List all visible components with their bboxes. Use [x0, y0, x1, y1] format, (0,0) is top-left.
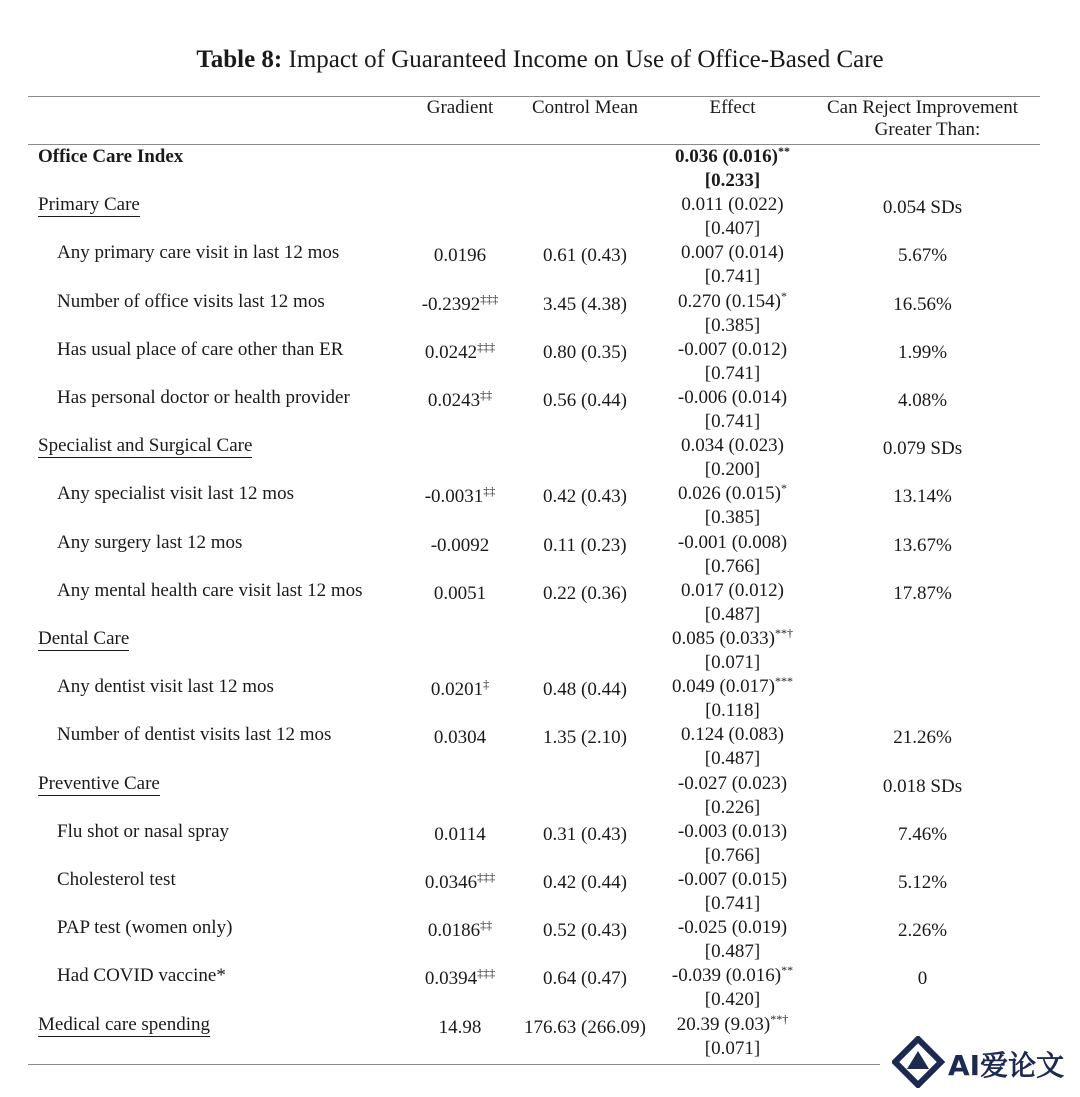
row-gradient [400, 824, 520, 846]
row-label-text: Primary Care [38, 194, 140, 215]
row-adjusted-pvalue: [0.766] [704, 845, 761, 866]
row-label-text: Any specialist visit last 12 mos [57, 483, 294, 504]
effect-value: -0.039 (0.016) [671, 965, 782, 986]
row-effect [650, 773, 815, 795]
row-label-text: Had COVID vaccine* [57, 965, 226, 986]
effect-significance-marker: *** [774, 674, 793, 688]
header-reject [815, 97, 1030, 141]
row-effect [650, 580, 815, 602]
row-effect [650, 339, 815, 361]
row-effect [650, 242, 815, 264]
row-label [57, 676, 274, 698]
row-reject-threshold: 17.87% [893, 583, 952, 604]
row-label-text: Specialist and Surgical Care [38, 435, 253, 456]
row-label-text: Preventive Care [38, 773, 160, 794]
row-adjusted-pvalue: [0.487] [704, 941, 761, 962]
row-adjusted-pvalue: [0.385] [704, 315, 761, 336]
header-reject-line1: Can Reject Improvement [827, 97, 1018, 118]
row-gradient [400, 583, 520, 605]
row-control-mean: 1.35 (2.10) [543, 727, 627, 748]
effect-value: -0.007 (0.012) [677, 339, 788, 360]
gradient-value: 0.0186 [427, 920, 481, 941]
row-gradient [400, 390, 520, 412]
row-label-text: Office Care Index [38, 146, 184, 167]
row-effect [650, 917, 815, 939]
row-reject-threshold: 0.054 SDs [882, 197, 963, 218]
row-effect [650, 435, 815, 457]
row-label-text: Has usual place of care other than ER [57, 339, 344, 360]
row-gradient [400, 1017, 520, 1039]
row-label [38, 194, 140, 216]
effect-value: 0.026 (0.015) [678, 483, 781, 504]
row-adjusted-pvalue: [0.487] [704, 748, 761, 769]
table-number: Table 8: [196, 46, 283, 73]
row-label [38, 773, 160, 795]
row-label [57, 242, 339, 264]
row-label-text: Any surgery last 12 mos [57, 532, 243, 553]
gradient-significance-marker: ‡‡‡ [477, 966, 496, 980]
gradient-significance-marker: ‡‡‡ [477, 340, 496, 354]
effect-value: 0.011 (0.022) [681, 194, 784, 215]
gradient-value: 0.0196 [433, 245, 487, 266]
row-reject-threshold: 1.99% [897, 342, 948, 363]
row-effect [650, 1014, 815, 1036]
row-effect [650, 724, 815, 746]
row-adjusted-pvalue: [0.233] [704, 170, 761, 191]
table-title-text: Impact of Guaranteed Income on Use of Office-Based Care [288, 46, 884, 73]
row-adjusted-pvalue: [0.071] [704, 652, 761, 673]
gradient-value: 0.0243 [427, 390, 481, 411]
row-reject-threshold: 13.67% [893, 535, 952, 556]
row-adjusted-pvalue: [0.487] [704, 604, 761, 625]
row-reject-threshold: 13.14% [893, 486, 952, 507]
row-adjusted-pvalue: [0.226] [704, 797, 761, 818]
row-gradient [400, 679, 520, 701]
row-label [57, 387, 350, 409]
row-label [57, 724, 331, 746]
gradient-significance-marker: ‡ [483, 677, 490, 691]
row-reject-threshold: 7.46% [897, 824, 948, 845]
row-gradient [400, 294, 520, 316]
row-label-text: Medical care spending [38, 1014, 210, 1035]
row-label [57, 821, 229, 843]
row-reject-threshold: 16.56% [893, 294, 952, 315]
row-label [57, 291, 325, 313]
row-control-mean: 0.64 (0.47) [543, 968, 627, 989]
gradient-value: 14.98 [438, 1017, 482, 1038]
gradient-significance-marker: ‡‡ [480, 918, 493, 932]
header-control-mean: Control Mean [531, 97, 639, 118]
effect-value: 0.124 (0.083) [681, 724, 784, 745]
row-label-text: Number of office visits last 12 mos [57, 291, 325, 312]
gradient-significance-marker: ‡‡ [480, 388, 493, 402]
gradient-significance-marker: ‡‡ [483, 484, 496, 498]
row-control-mean: 0.11 (0.23) [543, 535, 627, 556]
row-reject-threshold: 0.018 SDs [882, 776, 963, 797]
row-gradient [400, 727, 520, 749]
gradient-significance-marker: ‡‡‡ [480, 292, 499, 306]
gradient-value: 0.0201 [430, 679, 484, 700]
row-gradient [400, 245, 520, 267]
watermark-text: AI爱论文 [948, 1049, 1065, 1082]
gradient-significance-marker: ‡‡‡ [477, 870, 496, 884]
row-label-text: PAP test (women only) [57, 917, 233, 938]
row-label-text: Flu shot or nasal spray [57, 821, 230, 842]
row-adjusted-pvalue: [0.407] [704, 218, 761, 239]
row-label-text: Dental Care [38, 628, 130, 649]
gradient-value: -0.2392 [421, 294, 481, 315]
row-effect [650, 146, 815, 168]
effect-value: -0.006 (0.014) [677, 387, 788, 408]
effect-significance-marker: ** [777, 144, 790, 158]
row-effect [650, 821, 815, 843]
row-reject-threshold: 5.12% [897, 872, 948, 893]
effect-value: 0.007 (0.014) [681, 242, 784, 263]
row-adjusted-pvalue: [0.766] [704, 556, 761, 577]
effect-value: 20.39 (9.03) [676, 1014, 771, 1035]
gradient-value: 0.0304 [433, 727, 487, 748]
row-label [57, 869, 176, 891]
row-label-text: Has personal doctor or health provider [57, 387, 350, 408]
row-gradient [400, 535, 520, 557]
table-title [0, 46, 1080, 74]
row-adjusted-pvalue: [0.741] [704, 266, 761, 287]
effect-significance-marker: * [780, 481, 787, 495]
gradient-value: 0.0394 [424, 968, 478, 989]
row-control-mean: 0.48 (0.44) [543, 679, 627, 700]
row-label [38, 628, 129, 650]
header-reject-line2: Greater Than: [874, 119, 981, 140]
row-control-mean: 0.61 (0.43) [543, 245, 627, 266]
row-effect [650, 676, 815, 698]
row-control-mean: 0.42 (0.43) [543, 486, 627, 507]
row-gradient [400, 342, 520, 364]
row-control-mean: 0.52 (0.43) [543, 920, 627, 941]
gradient-value: -0.0031 [424, 486, 484, 507]
row-adjusted-pvalue: [0.741] [704, 411, 761, 432]
effect-value: -0.027 (0.023) [677, 773, 788, 794]
row-adjusted-pvalue: [0.071] [704, 1038, 761, 1059]
row-label-text: Number of dentist visits last 12 mos [57, 724, 332, 745]
effect-value: -0.025 (0.019) [677, 917, 788, 938]
row-adjusted-pvalue: [0.741] [704, 363, 761, 384]
row-reject-threshold: 2.26% [897, 920, 948, 941]
row-label [38, 146, 183, 168]
row-effect [650, 628, 815, 650]
row-reject-threshold: 0 [917, 968, 928, 989]
effect-value: 0.049 (0.017) [672, 676, 775, 697]
row-gradient [400, 920, 520, 942]
row-adjusted-pvalue: [0.200] [704, 459, 761, 480]
row-control-mean: 3.45 (4.38) [543, 294, 627, 315]
row-reject-threshold: 0.079 SDs [882, 438, 963, 459]
effect-significance-marker: **† [774, 626, 793, 640]
effect-value: -0.003 (0.013) [677, 821, 788, 842]
row-effect [650, 194, 815, 216]
header-gradient: Gradient [426, 97, 494, 118]
row-label [38, 435, 252, 457]
effect-value: 0.017 (0.012) [681, 580, 784, 601]
gradient-value: -0.0092 [430, 535, 490, 556]
row-gradient [400, 486, 520, 508]
effect-significance-marker: ** [781, 963, 794, 977]
row-effect [650, 483, 815, 505]
row-reject-threshold: 4.08% [897, 390, 948, 411]
row-control-mean: 0.80 (0.35) [543, 342, 627, 363]
row-control-mean: 0.31 (0.43) [543, 824, 627, 845]
effect-significance-marker: **† [770, 1012, 789, 1026]
row-effect [650, 291, 815, 313]
row-effect [650, 532, 815, 554]
gradient-value: 0.0346 [424, 872, 478, 893]
row-label [57, 580, 363, 602]
row-label [38, 1014, 210, 1036]
effect-value: 0.085 (0.033) [672, 628, 775, 649]
effect-significance-marker: * [780, 289, 787, 303]
row-reject-threshold: 5.67% [897, 245, 948, 266]
gradient-value: 0.0114 [434, 824, 486, 845]
row-label-text: Any mental health care visit last 12 mos [57, 580, 363, 601]
row-effect [650, 387, 815, 409]
row-control-mean: 0.22 (0.36) [543, 583, 627, 604]
row-adjusted-pvalue: [0.741] [704, 893, 761, 914]
gradient-value: 0.0242 [424, 342, 478, 363]
row-effect [650, 869, 815, 891]
bottom-rule [28, 1064, 880, 1065]
row-label-text: Cholesterol test [57, 869, 176, 890]
effect-value: -0.001 (0.008) [677, 532, 788, 553]
row-gradient [400, 872, 520, 894]
header-effect: Effect [709, 97, 756, 118]
effect-value: -0.007 (0.015) [677, 869, 788, 890]
header-rule [28, 144, 1040, 145]
row-label [57, 965, 226, 987]
row-reject-threshold: 21.26% [893, 727, 952, 748]
gradient-value: 0.0051 [433, 583, 487, 604]
row-label [57, 917, 232, 939]
effect-value: 0.036 (0.016) [675, 146, 778, 167]
row-label [57, 483, 294, 505]
row-effect [650, 965, 815, 987]
row-control-mean: 176.63 (266.09) [524, 1017, 646, 1038]
row-control-mean: 0.42 (0.44) [543, 872, 627, 893]
row-adjusted-pvalue: [0.118] [705, 700, 760, 721]
effect-value: 0.034 (0.023) [681, 435, 784, 456]
row-control-mean: 0.56 (0.44) [543, 390, 627, 411]
row-label [57, 339, 343, 361]
row-label [57, 532, 242, 554]
row-gradient [400, 968, 520, 990]
row-label-text: Any dentist visit last 12 mos [57, 676, 274, 697]
effect-value: 0.270 (0.154) [678, 291, 781, 312]
row-label-text: Any primary care visit in last 12 mos [57, 242, 340, 263]
row-adjusted-pvalue: [0.420] [704, 989, 761, 1010]
row-adjusted-pvalue: [0.385] [704, 507, 761, 528]
